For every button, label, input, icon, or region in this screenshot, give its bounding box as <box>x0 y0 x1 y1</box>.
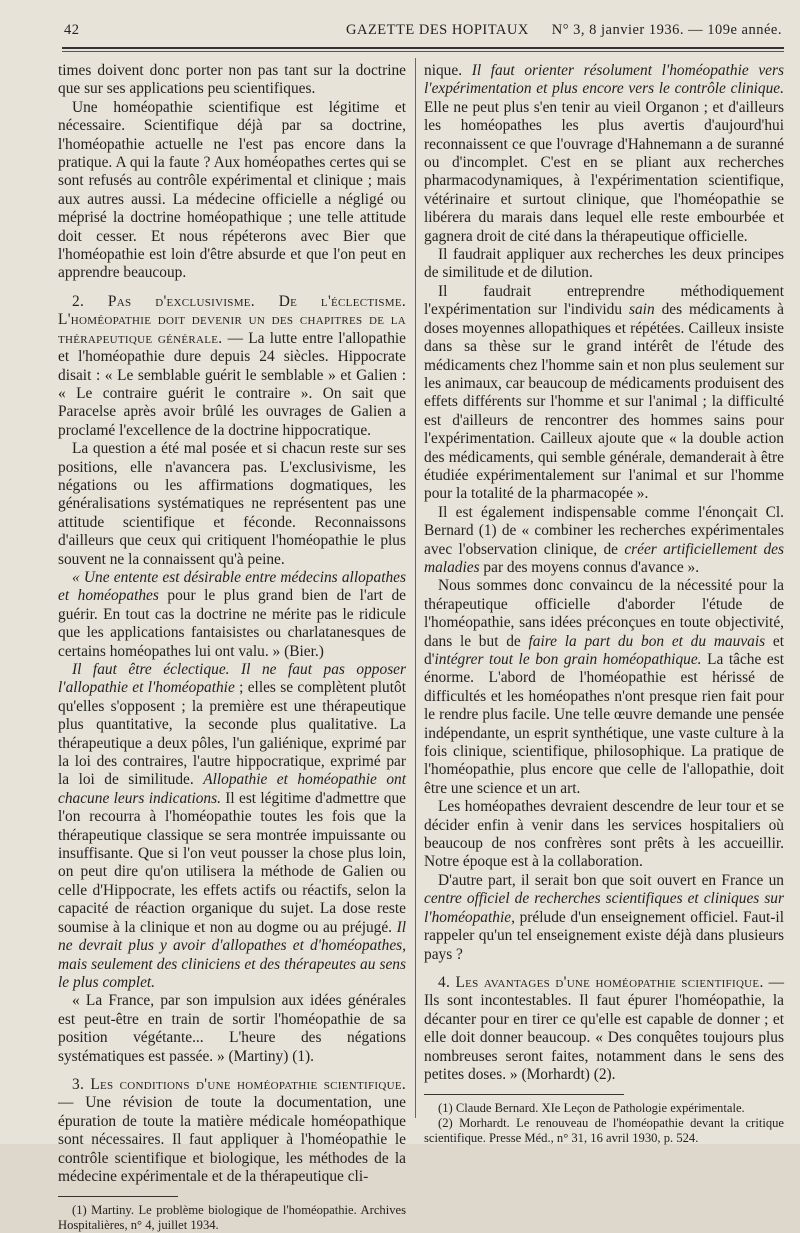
italic-text: centre officiel de recherches scientifiques et cliniques sur l'homéopathie, <box>424 890 784 926</box>
italic-quote: « Une entente est désirable entre médecins allopathes et homéopathes <box>58 568 406 605</box>
italic-text: créer artificiellement des maladies <box>424 540 784 576</box>
paragraph: times doivent donc porter non pas tant sur la doctrine que sur ses applications peu scientifiques. <box>58 62 406 98</box>
left-column <box>58 62 406 1233</box>
footnote-rule <box>58 1196 178 1197</box>
paragraph-text: et d' <box>424 632 784 668</box>
section-2 <box>58 293 406 440</box>
paragraph: Il faudrait appliquer aux recherches les deux principes de similitude et de dilution. <box>424 246 784 282</box>
journal-title: GAZETTE DES HOPITAUX <box>346 22 529 38</box>
paragraph-text: pour le plus grand bien de l'art de guérir. En tout cas la doctrine ne mérite pas le ridicule que les applications fantaisistes ou charlatanesques de certains homéopathes lui ont valu. » (Bier.) <box>58 587 406 660</box>
section-text: — Ils sont incontestables. Il faut épurer l'homéopathie, la décanter pour en tirer ce qu'elle est capable de donner ; et elle doit donner beaucoup. « Des conquêtes toujours plus nombreuses seront faites, notamment dans le sens des petites doses. » (Morhardt) (2). <box>424 973 784 1083</box>
footnote: (1) Martiny. Le problème biologique de l'homéopathie. Archives Hospitalières, n° 4, juillet 1934. <box>58 1203 406 1233</box>
paragraph <box>424 872 784 964</box>
paragraph-text: Il est légitime d'admettre que l'on recourra à l'homéopathie toutes les fois que la thérapeutique classique se sera montrée impuissante ou insuffisante. Que si l'on veut pousser la chose plus loin, on peut dire qu'on utilisera la méthode de Galien ou celle d'Hippocrate, les effets actifs ou réactifs, selon la capacité de réaction organique du sujet. La dose reste soumise à la clinique et non au dogme ou au préjugé. <box>58 789 407 936</box>
italic-text: Allopathie et homéopathie ont chacune leurs indications. <box>58 771 406 807</box>
paragraph-text: des médicaments à doses moyennes allopathiques et répétées. Cailleux insiste dans sa thèse sur le grand intérêt de l'étude des médicaments chez l'homme sain et non plus seulement sur les animaux, car beaucoup de médicaments produisent des effets différents sur l'homme et sur l'animal ; la difficulté est d'ailleurs de rencontrer des hommes sains pour l'expérimentation. Cailleux ajoute que « la double action des médicaments, qui semble générale, demanderait à être étudiée expérimentalement sur l'animal et sur l'homme pour la totalité de la pharmacopée ». <box>424 301 784 503</box>
italic-text: Il faut être éclectique. Il ne faut pas opposer l'allopathie et l'homéopathie <box>58 661 406 697</box>
section-3 <box>58 1076 406 1186</box>
italic-text: intégrer tout le bon grain homéopathique. <box>434 651 702 668</box>
paragraph: La question a été mal posée et si chacun reste sur ses positions, elle n'avancera pas. L'exclusivisme, les négations ou les affirmations dogmatiques, les généralisations systématiques ne représentent pas une attitude scientifique et féconde. Reconnaissons d'ailleurs que ceux qui critiquent l'homéopathie le plus souvent ne la connaissent qu'à peine. <box>58 440 406 568</box>
section-heading: 2. Pas d'exclusivisme. De l'éclectisme. L'homéopathie doit devenir un des chapitres de la thérapeutique générale. <box>58 292 406 347</box>
paragraph-text: D'autre part, il serait bon que soit ouvert en France un <box>438 871 784 889</box>
footnote: (2) Morhardt. Le renouveau de l'homéopathie devant la critique scientifique. Presse Méd., n° 31, 16 avril 1930, p. 524. <box>424 1116 784 1146</box>
footnote: (1) Claude Bernard. XIe Leçon de Pathologie expérimentale. <box>438 1101 745 1116</box>
section-heading: 4. Les avantages d'une homéopathie scientifique. <box>438 973 764 991</box>
section-text: — La lutte entre l'allopathie et l'homéopathie dure depuis 24 siècles. Hippocrate disait : « Le semblable guérit le semblable » et Galien : « Le contraire guérit le contraire ». On sait que Paracelse après avoir brûlé les ouvrages de Galien a proclamé l'excellence de la doctrine hippocratique. <box>58 329 406 439</box>
paragraph-text: ; elles se complètent plutôt qu'elles s'opposent ; la première est une thérapeutique plus quantitative, la seconde plus qualitative. La thérapeutique a deux pôles, l'un galiénique, exprimé par la loi des contraires, l'autre hippocratique, exprimé par la loi de similitude. <box>58 679 406 789</box>
paragraph <box>424 62 784 246</box>
paragraph-text: Il est également indispensable comme l'énonçait Cl. Bernard (1) de « combiner les recherches expérimentales avec l'observation clinique, de <box>424 503 784 558</box>
paragraph <box>424 577 784 798</box>
italic-text: Il faut orienter résolument l'homéopathie vers l'expérimentation et plus encore vers le contrôle clinique. <box>424 62 784 98</box>
paragraph-text: Elle ne peut plus s'en tenir au vieil Organon ; et d'ailleurs les homéopathes les plus avertis d'aujourd'hui reconnaissent ce que l'ouvrage d'Hahnemann a de suranné ou d'incomplet. C'est en se pliant aux recherches pharmacodynamiques, à l'expérimentation scientifique, vétérinaire et surtout clinique, que l'homéopathie se libérera du marais dans lequel elle reste embourbée et gagnera droit de cité dans la thérapeutique officielle. <box>424 98 784 245</box>
right-column <box>424 62 784 1146</box>
italic-text: Il ne devrait plus y avoir d'allopathes et d'homéopathes, mais seulement des cliniciens et des thérapeutes au sens le plus complet. <box>58 918 406 991</box>
paragraph-text: nique. <box>424 62 472 79</box>
paragraph: Une homéopathie scientifique est légitime et nécessaire. Scientifique déjà par sa doctrine, l'homéopathie actuelle ne l'est pas encore dans la pratique. A qui la faute ? Aux homéopathes certes qui se sont refusés au contrôle expérimental et clinique ; mais aux autres aussi. La médecine officielle a négligé ou méprisé la doctrine homéopathique ; une telle attitude doit cesser. Et nous répéterons avec Bier que l'homéopathie est loin d'être absurde et que l'on peut en apprendre beaucoup. <box>58 98 406 282</box>
paragraph <box>424 504 784 578</box>
paragraph-text: La tâche est énorme. L'abord de l'homéopathie est hérissé de difficultés et les homéopathes n'ont presque rien fait pour le rendre plus facile. Une telle œuvre demande une pensée indépendante, un esprit synthétique, une vaste culture à la fois clinique, scientifique, philosophique. La pratique de l'homéopathie, plus encore que celle de l'allopathie, doit être une science et un art. <box>424 651 784 797</box>
page-header <box>60 14 786 44</box>
header-rule <box>62 47 784 49</box>
section-heading: 3. Les conditions d'une homéopathie scientifique. <box>72 1075 406 1093</box>
page-number: 42 <box>64 22 80 38</box>
header-rule-thin <box>62 51 784 52</box>
paragraph: Les homéopathes devraient descendre de leur tour et se décider enfin à venir dans les services hospitaliers où beaucoup de nos confrères sont prêts à les accueillir. Notre époque est à la collaboration. <box>424 798 784 871</box>
section-text: — Une révision de toute la documentation, une épuration de toute la matière médicale homéopathique sont nécessaires. Il faut appliquer à l'homéopathie le contrôle scientifique et biologique, les méthodes de la médecine expérimentale et de la thérapeutique cli- <box>58 1094 406 1185</box>
paragraph-text: prélude d'un enseignement officiel. Faut-il rappeler qu'un tel enseignement existe déjà dans plusieurs pays ? <box>424 908 784 963</box>
footnote-rule <box>424 1094 624 1095</box>
paragraph <box>58 661 406 992</box>
italic-text: faire la part du bon et du mauvais <box>528 632 766 650</box>
paragraph <box>424 283 784 504</box>
column-divider <box>415 58 416 1118</box>
paragraph-text: par des moyens connus d'avance ». <box>479 558 700 576</box>
section-4 <box>424 974 784 1084</box>
paragraph-text: Nous sommes donc convaincu de la nécessité pour la thérapeutique officielle d'aborder l'étude de l'homéopathie, sans idées préconçues en toute objectivité, dans le but de <box>424 577 784 650</box>
issue-info: N° 3, 8 janvier 1936. — 109e année. <box>551 22 782 38</box>
paragraph: « La France, par son impulsion aux idées générales est peut-être en train de sortir l'homéopathie de sa position végétante... L'heure des négations systématiques est passée. » (Martiny) (1). <box>58 992 406 1065</box>
paragraph <box>58 569 406 661</box>
paragraph-text: Il faudrait entreprendre méthodiquement l'expérimentation sur l'individu <box>424 282 784 319</box>
italic-text: sain <box>629 301 655 319</box>
